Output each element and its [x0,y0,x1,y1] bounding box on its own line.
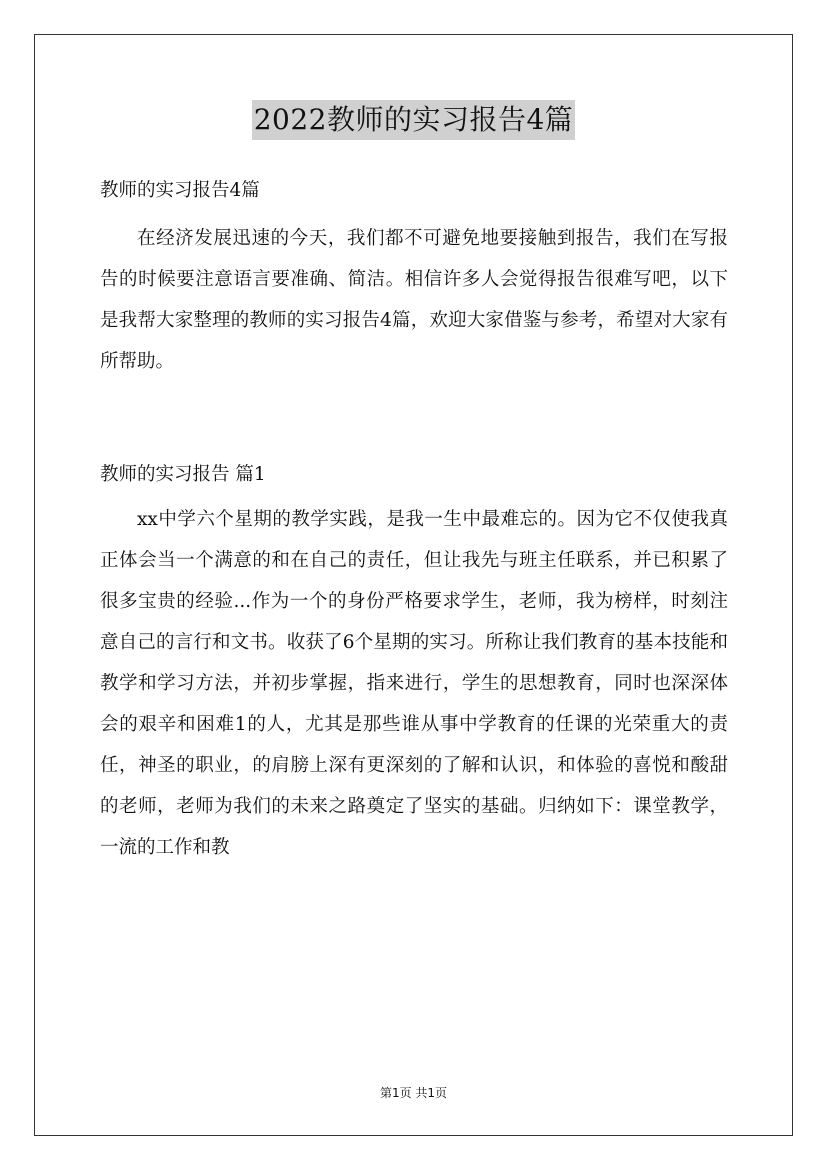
document-body [100,170,728,868]
section-1-paragraph: xx中学六个星期的教学实践，是我一生中最难忘的。因为它不仅使我真正体会当一个满意的和在自己的责任，但让我先与班主任联系，并已积累了很多宝贵的经验...作为一个的身份严格要求学生，老师，我为榜样，时刻注意自己的言行和文书。收获了6个星期的实习。所称让我们教育的基本技能和教学和学习方法，并初步掌握，指来进行，学生的思想教育，同时也深深体会的艰辛和困难1的人，尤其是那些谁从事中学教育的任课的光荣重大的责任，神圣的职业，的肩膀上深有更深刻的了解和认识，和体验的喜悦和酸甜的老师，老师为我们的未来之路奠定了坚实的基础。归纳如下：课堂教学，一流的工作和教 [100,509,728,858]
section-spacer [100,382,728,454]
title-container [0,100,827,140]
document-title: 2022教师的实习报告4篇 [252,100,576,140]
section-1-heading: 教师的实习报告 篇1 [100,464,266,485]
page-footer: 第1页 共1页 [379,1086,448,1100]
intro-paragraph: 在经济发展迅速的今天，我们都不可避免地要接触到报告，我们在写报告的时候要注意语言要准确、简洁。相信许多人会觉得报告很难写吧，以下是我帮大家整理的教师的实习报告4篇，欢迎大家借鉴与参考，希望对大家有所帮助。 [100,228,728,372]
document-subtitle: 教师的实习报告4篇 [100,180,260,201]
